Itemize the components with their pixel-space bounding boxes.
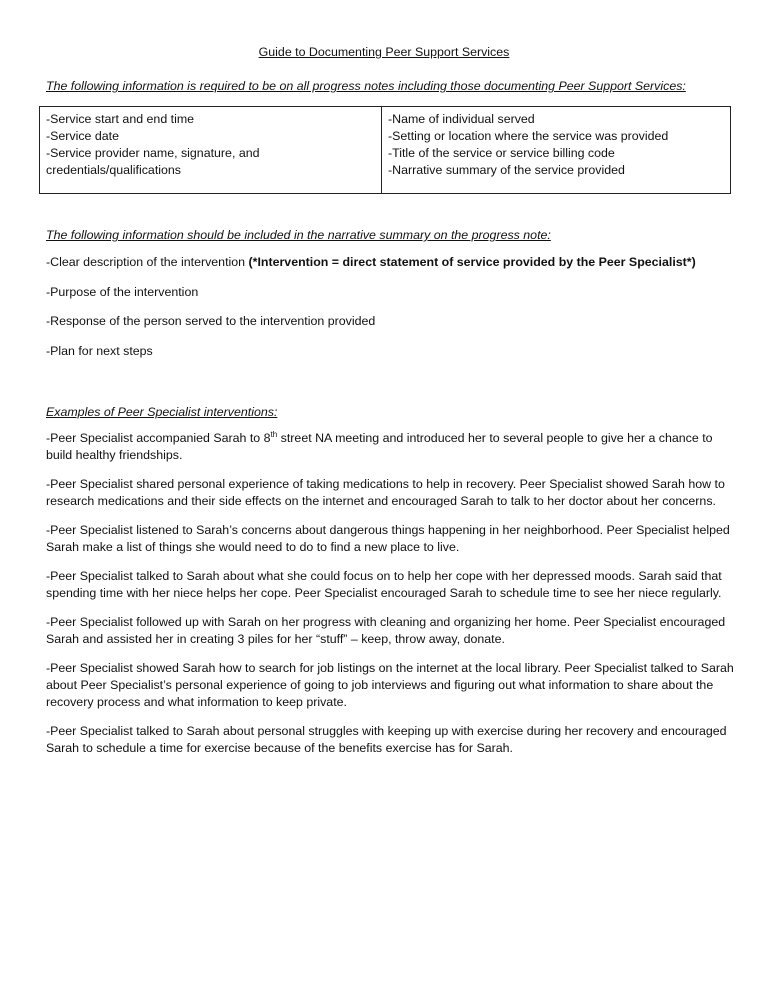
ordinal-suffix: th	[270, 429, 278, 439]
required-item: -Setting or location where the service was provided	[388, 129, 669, 143]
required-item: -Service provider name, signature, and	[46, 146, 260, 160]
example-text: -Peer Specialist accompanied Sarah to 8	[46, 431, 271, 445]
required-item: -Narrative summary of the service provided	[388, 163, 625, 177]
narrative-item: -Plan for next steps	[46, 344, 153, 358]
example-paragraph: -Peer Specialist talked to Sarah about personal struggles with keeping up with exercise during her recovery and encouraged Sarah to schedule a time for exercise because of the benefits exercise has for Sarah.	[46, 724, 727, 755]
example-paragraph: -Peer Specialist shared personal experience of taking medications to help in recovery. Peer Specialist showed Sarah how to research medications and their side effects on the internet and encouraged Sarah to talk to her doctor about her concerns.	[46, 477, 725, 508]
required-item: -Service date	[46, 129, 120, 143]
narrative-summary-heading: The following information should be included in the narrative summary on the progress note:	[46, 228, 551, 242]
examples-list	[46, 430, 736, 769]
required-info-table	[39, 106, 731, 194]
example-paragraph	[46, 430, 736, 464]
intervention-definition: (*Intervention = direct statement of service provided by the Peer Specialist*)	[248, 255, 696, 269]
examples-heading: Examples of Peer Specialist interventions:	[46, 405, 278, 419]
required-info-heading: The following information is required to be on all progress notes including those documenting Peer Support Services:	[46, 79, 686, 93]
required-item: -Name of individual served	[388, 112, 535, 126]
narrative-item-text: -Clear description of the intervention	[46, 255, 249, 269]
narrative-item	[46, 255, 696, 269]
narrative-item: -Response of the person served to the intervention provided	[46, 314, 376, 328]
page-title: Guide to Documenting Peer Support Services	[258, 45, 510, 59]
example-paragraph: -Peer Specialist showed Sarah how to search for job listings on the internet at the local library. Peer Specialist talked to Sarah about Peer Specialist’s personal experience of going to job interviews and figuring out what information to share about the recovery process and what information to keep private.	[46, 661, 734, 709]
required-info-right-column	[382, 107, 730, 193]
example-paragraph: -Peer Specialist talked to Sarah about what she could focus on to help her cope with her depressed moods. Sarah said that spending time with her niece helps her cope. Peer Specialist encouraged Sarah to schedule time to see her niece regularly.	[46, 569, 722, 600]
required-info-left-column	[40, 107, 382, 193]
required-item: -Title of the service or service billing code	[388, 146, 615, 160]
example-text: street NA meeting and introduced her to several people to give her a chance to build healthy friendships.	[46, 431, 713, 462]
required-item: credentials/qualifications	[46, 163, 181, 177]
narrative-item: -Purpose of the intervention	[46, 285, 199, 299]
example-paragraph: -Peer Specialist followed up with Sarah on her progress with cleaning and organizing her home. Peer Specialist encouraged Sarah and assisted her in creating 3 piles for her “stuff” – keep, throw away, donate.	[46, 615, 726, 646]
required-item: -Service start and end time	[46, 112, 195, 126]
example-paragraph: -Peer Specialist listened to Sarah’s concerns about dangerous things happening in her neighborhood. Peer Specialist helped Sarah make a list of things she would need to do to find a new place to live.	[46, 523, 730, 554]
